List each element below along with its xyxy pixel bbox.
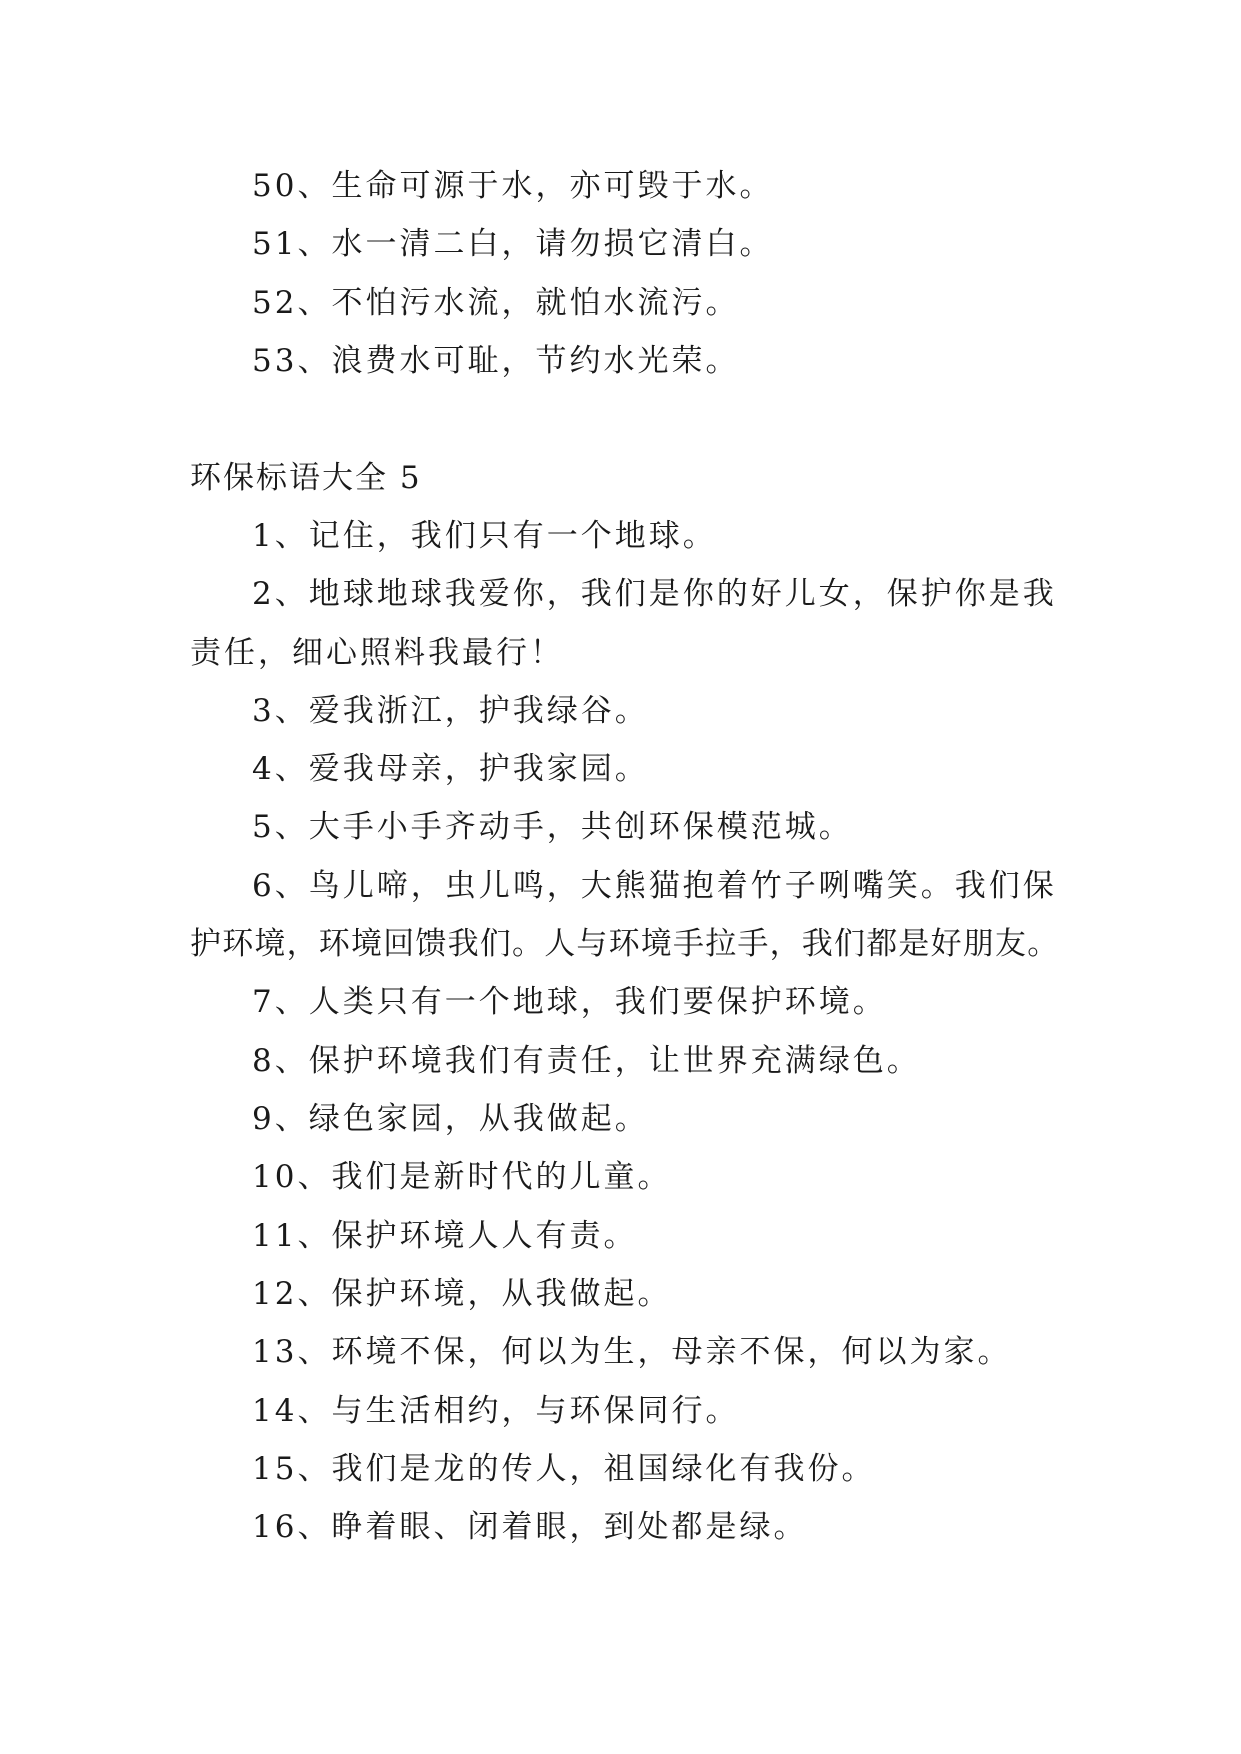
slogan-7: 7、人类只有一个地球，我们要保护环境。 <box>252 984 887 1020</box>
slogan-2-line-1: 2、地球地球我爱你，我们是你的好儿女，保护你是我 <box>252 576 1057 612</box>
slogan-10: 10、我们是新时代的儿童。 <box>252 1159 672 1195</box>
slogan-1: 1、记住，我们只有一个地球。 <box>252 518 717 554</box>
slogan-4: 4、爱我母亲，护我家园。 <box>252 751 649 787</box>
slogan-13: 13、环境不保，何以为生，母亲不保，何以为家。 <box>252 1334 1012 1370</box>
slogan-14: 14、与生活相约，与环保同行。 <box>252 1393 740 1429</box>
slogan-6-line-2: 护环境，环境回馈我们。人与环境手拉手，我们都是好朋友。 <box>190 926 1060 962</box>
slogan-50: 50、生命可源于水，亦可毁于水。 <box>252 168 774 204</box>
slogan-6-line-1: 6、鸟儿啼，虫儿鸣，大熊猫抱着竹子咧嘴笑。我们保 <box>252 868 1057 904</box>
slogan-51: 51、水一清二白，请勿损它清白。 <box>252 226 774 262</box>
slogan-15: 15、我们是龙的传人，祖国绿化有我份。 <box>252 1451 876 1487</box>
slogan-3: 3、爱我浙江，护我绿谷。 <box>252 693 649 729</box>
slogan-11: 11、保护环境人人有责。 <box>252 1218 638 1254</box>
slogan-52: 52、不怕污水流，就怕水流污。 <box>252 285 740 321</box>
section-heading: 环保标语大全 5 <box>190 460 422 496</box>
slogan-5: 5、大手小手齐动手，共创环保模范城。 <box>252 809 853 845</box>
slogan-53: 53、浪费水可耻，节约水光荣。 <box>252 343 740 379</box>
slogan-8: 8、保护环境我们有责任，让世界充满绿色。 <box>252 1043 921 1079</box>
slogan-16: 16、睁着眼、闭着眼，到处都是绿。 <box>252 1509 808 1545</box>
slogan-12: 12、保护环境，从我做起。 <box>252 1276 672 1312</box>
slogan-2-line-2: 责任，细心照料我最行！ <box>190 635 564 671</box>
slogan-9: 9、绿色家园，从我做起。 <box>252 1101 649 1137</box>
